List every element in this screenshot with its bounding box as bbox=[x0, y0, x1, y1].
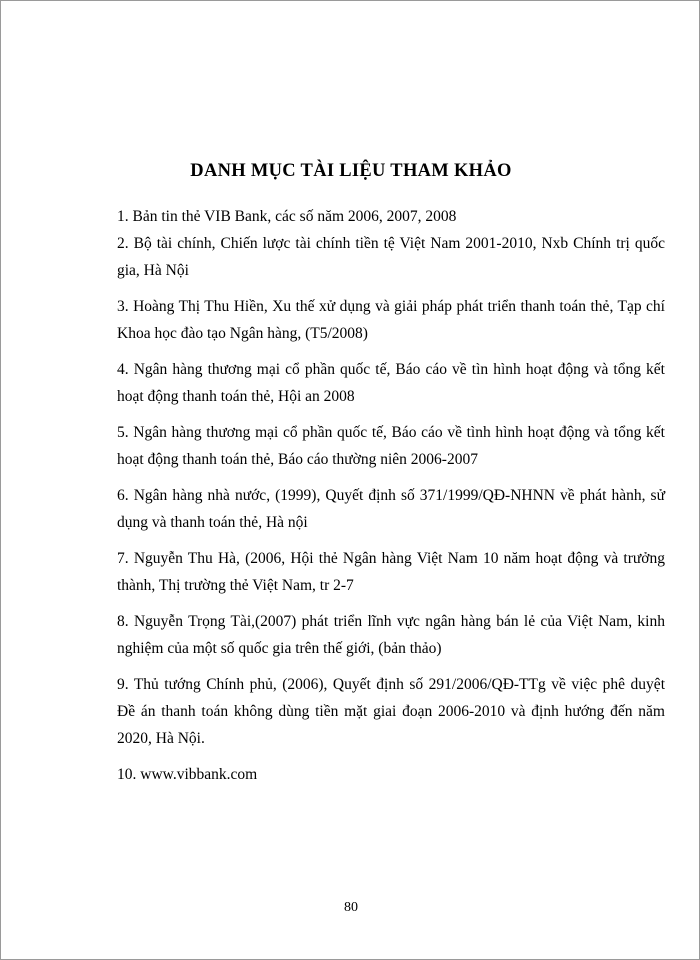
reference-item-9: 9. Thủ tướng Chính phủ, (2006), Quyết định số 291/2006/QĐ-TTg về việc phê duyệt Đề án thanh toán không dùng tiền mặt giai đoạn 2006-2010 và định hướng đến năm 2020, Hà Nội. bbox=[117, 676, 665, 747]
reference-item-2: 2. Bộ tài chính, Chiến lược tài chính tiền tệ Việt Nam 2001-2010, Nxb Chính trị quốc gia, Hà Nội bbox=[117, 235, 665, 279]
reference-item-6: 6. Ngân hàng nhà nước, (1999), Quyết định số 371/1999/QĐ-NHNN về phát hành, sử dụng và thanh toán thẻ, Hà nội bbox=[117, 487, 665, 531]
reference-item-7: 7. Nguyễn Thu Hà, (2006, Hội thẻ Ngân hàng Việt Nam 10 năm hoạt động và trưởng thành, Thị trường thẻ Việt Nam, tr 2-7 bbox=[117, 550, 665, 594]
page-number: 80 bbox=[344, 900, 358, 915]
reference-item-3: 3. Hoàng Thị Thu Hiền, Xu thế xử dụng và giải pháp phát triển thanh toán thẻ, Tạp chí Khoa học đào tạo Ngân hàng, (T5/2008) bbox=[117, 298, 665, 342]
reference-item-10: 10. www.vibbank.com bbox=[117, 766, 258, 783]
page-title: DANH MỤC TÀI LIỆU THAM KHẢO bbox=[190, 161, 512, 181]
reference-item-8: 8. Nguyễn Trọng Tài,(2007) phát triển lĩnh vực ngân hàng bán lẻ của Việt Nam, kinh nghiệm của một số quốc gia trên thế giới, (bản thảo) bbox=[117, 613, 665, 657]
reference-item-4: 4. Ngân hàng thương mại cổ phần quốc tế, Báo cáo về tìn hình hoạt động và tổng kết hoạt động thanh toán thẻ, Hội an 2008 bbox=[117, 361, 665, 405]
reference-item-1: 1. Bản tin thẻ VIB Bank, các số năm 2006, 2007, 2008 bbox=[117, 208, 457, 225]
reference-item-5: 5. Ngân hàng thương mại cổ phần quốc tế, Báo cáo về tình hình hoạt động và tổng kết hoạt động thanh toán thẻ, Báo cáo thường niên 2006-2007 bbox=[117, 424, 665, 468]
reference-list bbox=[117, 203, 665, 797]
